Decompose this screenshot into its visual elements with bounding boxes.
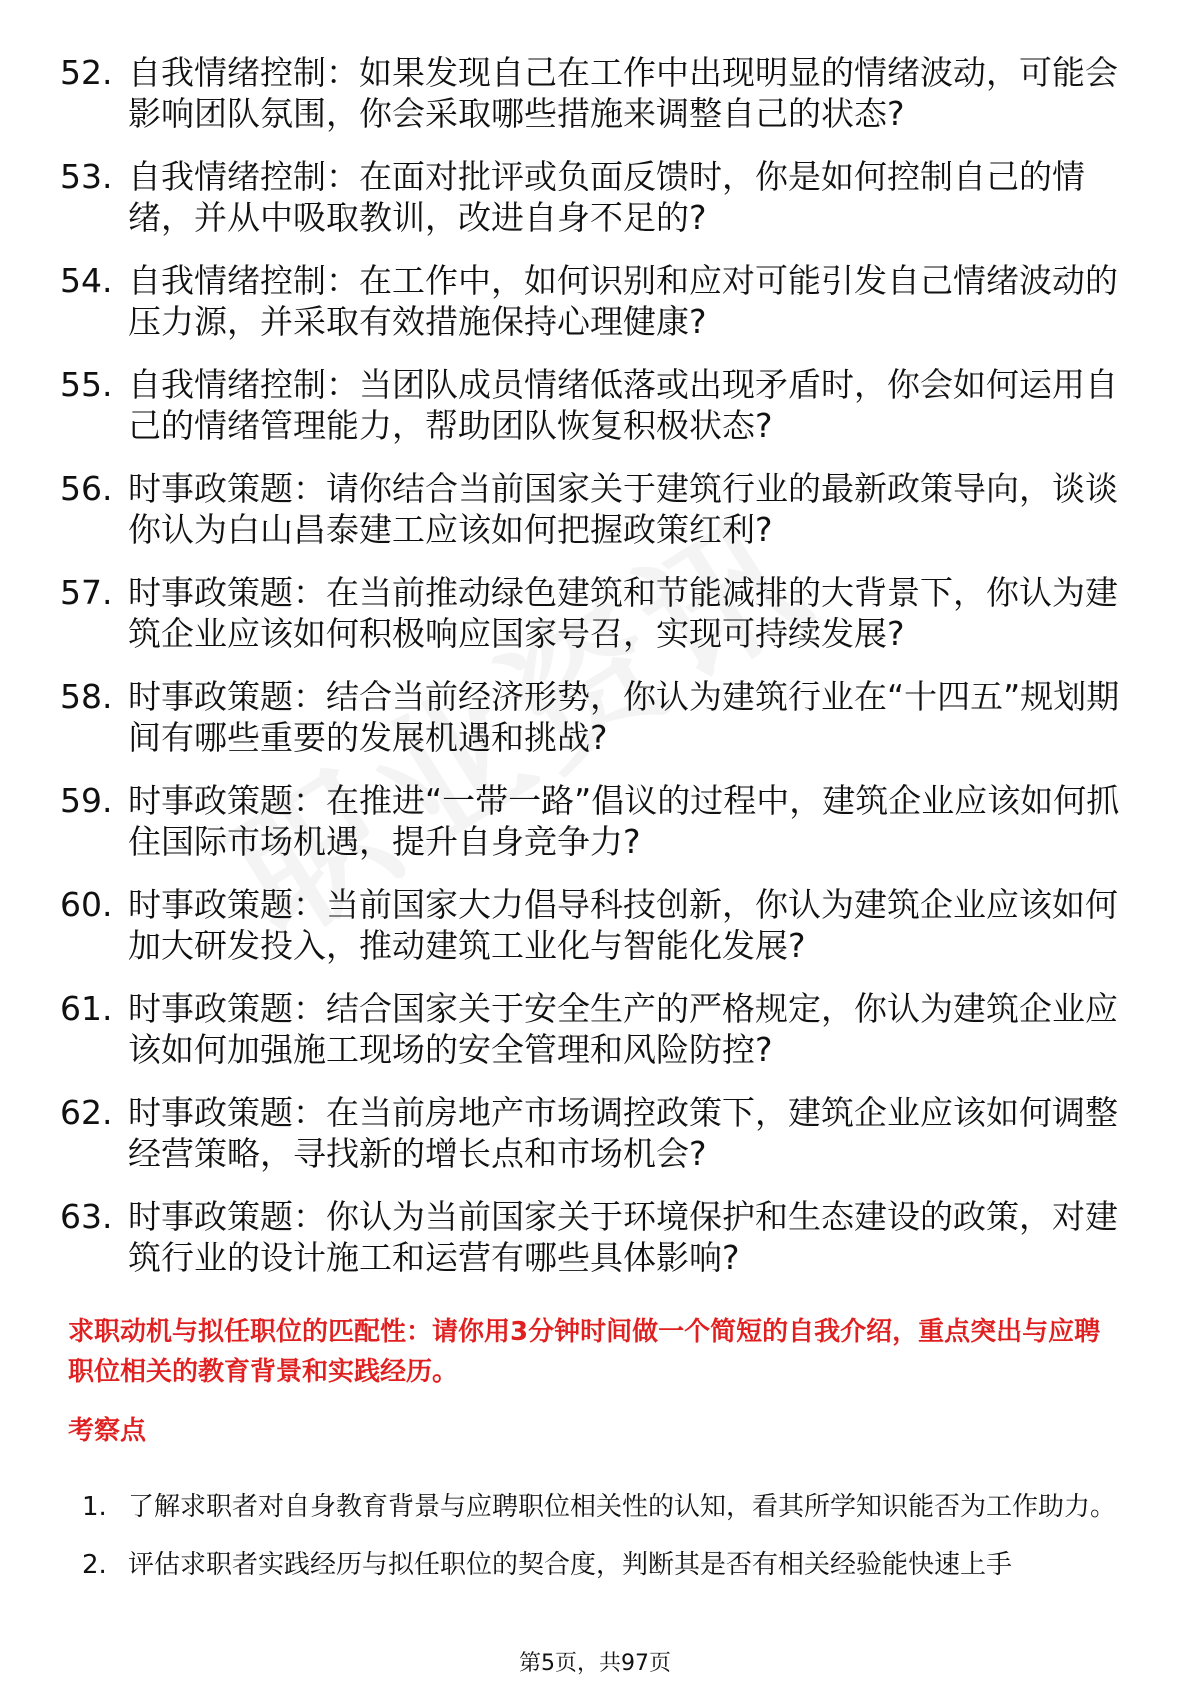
question-number: 54.: [60, 261, 113, 300]
page-footer: 第5页，共97页: [519, 1651, 671, 1676]
point-text: 了解求职者对自身教育背景与应聘职位相关性的认知，看其所学知识能否为工作助力。: [128, 1492, 1117, 1522]
question-text: 时事政策题：当前国家大力倡导科技创新，你认为建筑企业应该如何加大研发投入，推动建筑工业化与智能化发展?: [128, 885, 1118, 965]
question-text: 时事政策题：在当前房地产市场调控政策下，建筑企业应该如何调整经营策略，寻找新的增长点和市场机会?: [128, 1093, 1118, 1173]
question-number: 62.: [60, 1093, 113, 1132]
question-text: 时事政策题：在推进“一带一路”倡议的过程中，建筑企业应该如何抓住国际市场机遇，提升自身竞争力?: [128, 781, 1120, 861]
question-number: 55.: [60, 365, 113, 404]
question-number: 58.: [60, 677, 113, 716]
question-text: 时事政策题：你认为当前国家关于环境保护和生态建设的政策，对建筑行业的设计施工和运营有哪些具体影响?: [128, 1197, 1118, 1277]
question-number: 56.: [60, 469, 113, 508]
question-item: [60, 364, 1120, 446]
question-text: 时事政策题：在当前推动绿色建筑和节能减排的大背景下，你认为建筑企业应该如何积极响应国家号召，实现可持续发展?: [128, 573, 1118, 653]
question-text: 时事政策题：结合当前经济形势，你认为建筑行业在“十四五”规划期间有哪些重要的发展机遇和挑战?: [128, 677, 1120, 757]
question-item: [60, 260, 1120, 342]
question-number: 63.: [60, 1197, 113, 1236]
point-number: 2.: [82, 1550, 107, 1580]
question-number: 57.: [60, 573, 113, 612]
question-number: 53.: [60, 157, 113, 196]
point-number: 1.: [82, 1492, 107, 1522]
question-item: [60, 156, 1120, 238]
question-text: 时事政策题：请你结合当前国家关于建筑行业的最新政策导向，谈谈你认为白山昌泰建工应该如何把握政策红利?: [128, 469, 1118, 549]
question-item: [60, 52, 1120, 134]
question-item: [60, 780, 1120, 862]
section-heading: 考察点: [68, 1416, 147, 1446]
question-item: [60, 884, 1120, 966]
assessment-point: [82, 1478, 1122, 1536]
question-item: [60, 572, 1120, 654]
question-item: [60, 676, 1120, 758]
question-list: [60, 52, 1120, 1300]
question-text: 时事政策题：结合国家关于安全生产的严格规定，你认为建筑企业应该如何加强施工现场的安全管理和风险防控?: [128, 989, 1118, 1069]
question-number: 52.: [60, 53, 113, 92]
motive-question: 求职动机与拟任职位的匹配性：请你用3分钟时间做一个简短的自我介绍，重点突出与应聘职位相关的教育背景和实践经历。: [68, 1317, 1101, 1387]
question-text: 自我情绪控制：当团队成员情绪低落或出现矛盾时，你会如何运用自己的情绪管理能力，帮助团队恢复积极状态?: [128, 365, 1118, 445]
question-number: 60.: [60, 885, 113, 924]
assessment-point: [82, 1536, 1122, 1594]
assessment-points-list: [82, 1478, 1122, 1594]
question-number: 61.: [60, 989, 113, 1028]
question-item: [60, 1196, 1120, 1278]
question-item: [60, 1092, 1120, 1174]
question-text: 自我情绪控制：如果发现自己在工作中出现明显的情绪波动，可能会影响团队氛围，你会采取哪些措施来调整自己的状态?: [128, 53, 1118, 133]
question-text: 自我情绪控制：在面对批评或负面反馈时，你是如何控制自己的情绪，并从中吸取教训，改进自身不足的?: [128, 157, 1085, 237]
question-number: 59.: [60, 781, 113, 820]
question-item: [60, 468, 1120, 550]
question-item: [60, 988, 1120, 1070]
question-text: 自我情绪控制：在工作中，如何识别和应对可能引发自己情绪波动的压力源，并采取有效措施保持心理健康?: [128, 261, 1118, 341]
point-text: 评估求职者实践经历与拟任职位的契合度，判断其是否有相关经验能快速上手: [128, 1550, 1013, 1580]
